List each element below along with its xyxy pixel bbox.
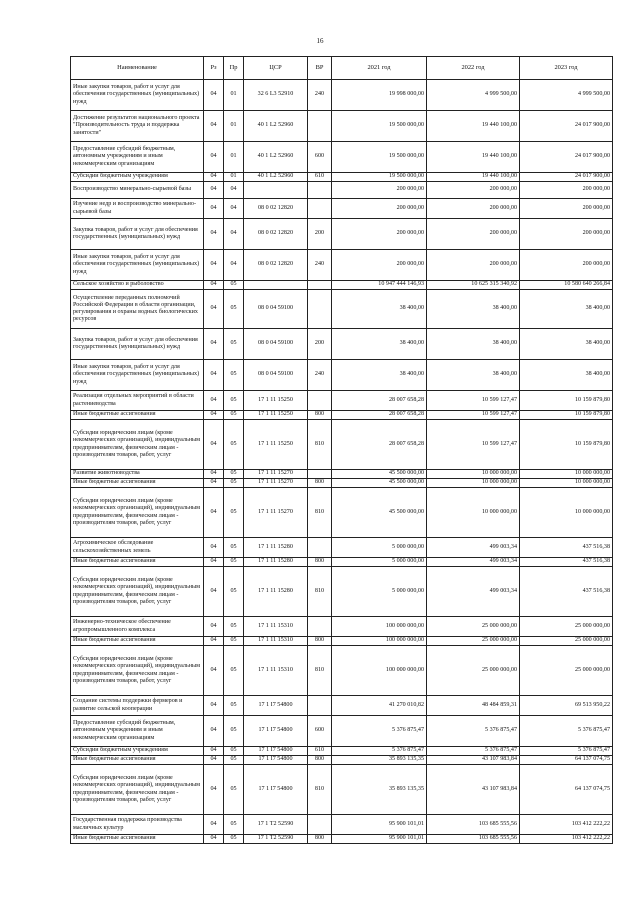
cell-2023: 64 137 074,75 — [520, 756, 613, 765]
cell-pr: 05 — [224, 360, 244, 391]
cell-vr: 240 — [308, 80, 332, 111]
cell-2023: 437 516,38 — [520, 558, 613, 567]
cell-rz: 04 — [204, 173, 224, 182]
cell-vr: 800 — [308, 756, 332, 765]
cell-rz: 04 — [204, 360, 224, 391]
cell-csr: 32 6 L3 52910 — [244, 80, 308, 111]
cell-name: Воспроизводство минерально-сырьевой базы — [71, 182, 204, 199]
cell-name: Государственная поддержка производства масличных культур — [71, 815, 204, 835]
cell-2021: 19 998 000,00 — [332, 80, 427, 111]
cell-vr: 810 — [308, 646, 332, 696]
cell-csr: 08 0 02 12820 — [244, 219, 308, 250]
cell-name: Субсидии юридическим лицам (кроме некоммерческих организаций), индивидуальным предпринимателям, физическим лицам - производителям товаров, работ, услуг — [71, 765, 204, 815]
cell-2022: 499 003,34 — [427, 558, 520, 567]
cell-csr: 40 1 L2 52960 — [244, 173, 308, 182]
cell-vr: 200 — [308, 219, 332, 250]
table-body — [71, 80, 613, 844]
cell-2021: 5 000 000,00 — [332, 538, 427, 558]
cell-csr: 17 1 11 15270 — [244, 479, 308, 488]
cell-rz: 04 — [204, 250, 224, 281]
cell-2021: 200 000,00 — [332, 182, 427, 199]
table-row — [71, 219, 613, 250]
budget-table — [70, 56, 613, 844]
cell-pr: 05 — [224, 281, 244, 290]
cell-2022: 38 400,00 — [427, 290, 520, 329]
cell-2023: 4 999 500,00 — [520, 80, 613, 111]
cell-2022: 43 107 983,84 — [427, 756, 520, 765]
cell-2022: 19 440 100,00 — [427, 142, 520, 173]
cell-2021: 28 007 658,28 — [332, 391, 427, 411]
table-row — [71, 756, 613, 765]
cell-name: Предоставление субсидий бюджетным, автономным учреждениям и иным некоммерческим организациям — [71, 716, 204, 747]
cell-name: Иные бюджетные ассигнования — [71, 756, 204, 765]
cell-pr: 05 — [224, 646, 244, 696]
cell-2021: 38 400,00 — [332, 360, 427, 391]
cell-csr: 08 0 04 59100 — [244, 360, 308, 391]
table-row — [71, 420, 613, 470]
cell-csr: 17 1 11 15310 — [244, 617, 308, 637]
cell-pr: 04 — [224, 250, 244, 281]
cell-name: Субсидии юридическим лицам (кроме некоммерческих организаций), индивидуальным предпринимателям, физическим лицам - производителям товаров, работ, услуг — [71, 567, 204, 617]
cell-name: Иные бюджетные ассигнования — [71, 558, 204, 567]
header-2023: 2023 год — [520, 57, 613, 80]
cell-rz: 04 — [204, 411, 224, 420]
cell-vr — [308, 281, 332, 290]
cell-vr — [308, 538, 332, 558]
cell-csr: 17 1 11 15310 — [244, 646, 308, 696]
header-vr: ВР — [308, 57, 332, 80]
cell-vr: 800 — [308, 558, 332, 567]
table-row — [71, 199, 613, 219]
table-row — [71, 815, 613, 835]
cell-csr: 17 1 T2 52590 — [244, 815, 308, 835]
table-row — [71, 281, 613, 290]
table-row — [71, 696, 613, 716]
table-row — [71, 765, 613, 815]
cell-2021: 45 500 000,00 — [332, 470, 427, 479]
cell-rz: 04 — [204, 80, 224, 111]
cell-2021: 100 000 000,00 — [332, 637, 427, 646]
cell-2022: 4 999 500,00 — [427, 80, 520, 111]
table-row — [71, 558, 613, 567]
cell-2022: 103 685 555,56 — [427, 815, 520, 835]
cell-name: Создание системы поддержки фермеров и развитие сельской кооперации — [71, 696, 204, 716]
cell-2023: 200 000,00 — [520, 219, 613, 250]
cell-2021: 45 500 000,00 — [332, 479, 427, 488]
cell-csr: 17 1 T2 52590 — [244, 835, 308, 844]
cell-2022: 200 000,00 — [427, 250, 520, 281]
cell-pr: 04 — [224, 219, 244, 250]
table-row — [71, 290, 613, 329]
cell-2023: 25 000 000,00 — [520, 646, 613, 696]
cell-name: Иные закупки товаров, работ и услуг для обеспечения государственных (муниципальных) нужд — [71, 360, 204, 391]
cell-rz: 04 — [204, 716, 224, 747]
table-row — [71, 617, 613, 637]
cell-2023: 10 000 000,00 — [520, 470, 613, 479]
cell-pr: 05 — [224, 420, 244, 470]
cell-csr: 17 1 11 15250 — [244, 391, 308, 411]
cell-name: Субсидии юридическим лицам (кроме некоммерческих организаций), индивидуальным предпринимателям, физическим лицам - производителям товаров, работ, услуг — [71, 420, 204, 470]
cell-rz: 04 — [204, 420, 224, 470]
header-rz: Рз — [204, 57, 224, 80]
cell-csr: 08 0 04 59100 — [244, 290, 308, 329]
cell-vr — [308, 815, 332, 835]
cell-2023: 24 017 900,00 — [520, 111, 613, 142]
cell-rz: 04 — [204, 479, 224, 488]
cell-rz: 04 — [204, 281, 224, 290]
cell-rz: 04 — [204, 111, 224, 142]
cell-pr: 04 — [224, 199, 244, 219]
cell-2021: 41 270 010,82 — [332, 696, 427, 716]
cell-2022: 48 484 859,31 — [427, 696, 520, 716]
cell-csr: 17 1 I7 54800 — [244, 756, 308, 765]
cell-vr: 200 — [308, 329, 332, 360]
cell-rz: 04 — [204, 290, 224, 329]
table-row — [71, 567, 613, 617]
table-row — [71, 835, 613, 844]
cell-rz: 04 — [204, 765, 224, 815]
cell-name: Иные бюджетные ассигнования — [71, 835, 204, 844]
cell-2022: 5 376 875,47 — [427, 747, 520, 756]
cell-2021: 19 500 000,00 — [332, 173, 427, 182]
cell-vr: 600 — [308, 716, 332, 747]
cell-2022: 10 599 127,47 — [427, 391, 520, 411]
cell-csr: 17 1 11 15310 — [244, 637, 308, 646]
table-row — [71, 479, 613, 488]
cell-rz: 04 — [204, 646, 224, 696]
cell-2021: 19 500 000,00 — [332, 142, 427, 173]
cell-2023: 38 400,00 — [520, 290, 613, 329]
cell-vr — [308, 182, 332, 199]
cell-2023: 38 400,00 — [520, 329, 613, 360]
cell-2023: 10 000 000,00 — [520, 479, 613, 488]
cell-vr: 240 — [308, 250, 332, 281]
cell-2021: 5 376 875,47 — [332, 747, 427, 756]
cell-2023: 103 412 222,22 — [520, 835, 613, 844]
cell-2023: 25 000 000,00 — [520, 637, 613, 646]
cell-pr: 01 — [224, 111, 244, 142]
cell-2023: 69 513 950,22 — [520, 696, 613, 716]
cell-name: Инженерно-техническое обеспечение агропромышленного комплекса — [71, 617, 204, 637]
cell-csr: 17 1 11 15250 — [244, 411, 308, 420]
table-row — [71, 637, 613, 646]
cell-vr: 800 — [308, 411, 332, 420]
cell-pr: 05 — [224, 696, 244, 716]
cell-csr: 08 0 02 12820 — [244, 199, 308, 219]
cell-vr — [308, 696, 332, 716]
cell-2021: 100 000 000,00 — [332, 617, 427, 637]
cell-pr: 01 — [224, 80, 244, 111]
cell-rz: 04 — [204, 815, 224, 835]
cell-pr: 01 — [224, 173, 244, 182]
cell-csr — [244, 281, 308, 290]
cell-pr: 05 — [224, 756, 244, 765]
cell-2022: 25 000 000,00 — [427, 617, 520, 637]
cell-2022: 10 599 127,47 — [427, 411, 520, 420]
header-2021: 2021 год — [332, 57, 427, 80]
cell-pr: 05 — [224, 479, 244, 488]
table-row — [71, 391, 613, 411]
cell-2023: 5 376 875,47 — [520, 747, 613, 756]
cell-vr: 800 — [308, 637, 332, 646]
cell-name: Иные бюджетные ассигнования — [71, 637, 204, 646]
header-pr: Пр — [224, 57, 244, 80]
table-row — [71, 646, 613, 696]
header-csr: ЦСР — [244, 57, 308, 80]
cell-2023: 64 137 074,75 — [520, 765, 613, 815]
cell-2021: 10 947 444 146,93 — [332, 281, 427, 290]
cell-2021: 28 007 658,28 — [332, 420, 427, 470]
cell-2022: 25 000 000,00 — [427, 637, 520, 646]
cell-pr: 05 — [224, 329, 244, 360]
cell-2021: 5 000 000,00 — [332, 567, 427, 617]
cell-name: Субсидии бюджетным учреждениям — [71, 747, 204, 756]
cell-rz: 04 — [204, 219, 224, 250]
cell-name: Достижение результатов национального проекта "Производительность труда и поддержка занятости" — [71, 111, 204, 142]
cell-vr: 600 — [308, 142, 332, 173]
cell-pr: 05 — [224, 765, 244, 815]
cell-2022: 499 003,34 — [427, 538, 520, 558]
cell-pr: 05 — [224, 747, 244, 756]
cell-pr: 05 — [224, 538, 244, 558]
cell-rz: 04 — [204, 567, 224, 617]
cell-2021: 95 900 101,01 — [332, 835, 427, 844]
cell-2021: 38 400,00 — [332, 329, 427, 360]
cell-rz: 04 — [204, 756, 224, 765]
cell-2021: 95 900 101,01 — [332, 815, 427, 835]
cell-2022: 5 376 875,47 — [427, 716, 520, 747]
cell-2022: 19 440 100,00 — [427, 111, 520, 142]
cell-pr: 05 — [224, 716, 244, 747]
cell-csr: 17 1 11 15280 — [244, 538, 308, 558]
table-row — [71, 538, 613, 558]
cell-2023: 24 017 900,00 — [520, 142, 613, 173]
cell-2023: 437 516,38 — [520, 567, 613, 617]
table-row — [71, 80, 613, 111]
cell-rz: 04 — [204, 182, 224, 199]
cell-2023: 25 000 000,00 — [520, 617, 613, 637]
cell-name: Субсидии юридическим лицам (кроме некоммерческих организаций), индивидуальным предпринимателям, физическим лицам - производителям товаров, работ, услуг — [71, 646, 204, 696]
table-row — [71, 716, 613, 747]
cell-pr: 05 — [224, 835, 244, 844]
cell-pr: 05 — [224, 637, 244, 646]
cell-2021: 35 893 135,35 — [332, 756, 427, 765]
header-2022: 2022 год — [427, 57, 520, 80]
cell-pr: 05 — [224, 488, 244, 538]
cell-vr: 800 — [308, 835, 332, 844]
table-row — [71, 329, 613, 360]
table-row — [71, 747, 613, 756]
cell-2022: 200 000,00 — [427, 199, 520, 219]
cell-pr: 04 — [224, 182, 244, 199]
table-header-row — [71, 57, 613, 80]
cell-vr: 800 — [308, 479, 332, 488]
cell-vr: 610 — [308, 747, 332, 756]
cell-2023: 10 000 000,00 — [520, 488, 613, 538]
cell-rz: 04 — [204, 617, 224, 637]
cell-name: Агрохимическое обследование сельскохозяйственных земель — [71, 538, 204, 558]
table-row — [71, 488, 613, 538]
cell-2022: 10 000 000,00 — [427, 488, 520, 538]
cell-pr: 05 — [224, 617, 244, 637]
table-row — [71, 470, 613, 479]
table-row — [71, 111, 613, 142]
cell-2021: 200 000,00 — [332, 250, 427, 281]
cell-rz: 04 — [204, 538, 224, 558]
cell-2023: 103 412 222,22 — [520, 815, 613, 835]
cell-vr — [308, 617, 332, 637]
cell-2023: 200 000,00 — [520, 250, 613, 281]
table-row — [71, 142, 613, 173]
cell-csr: 17 1 11 15280 — [244, 558, 308, 567]
cell-name: Закупка товаров, работ и услуг для обеспечения государственных (муниципальных) нужд — [71, 329, 204, 360]
cell-pr: 05 — [224, 558, 244, 567]
cell-vr — [308, 470, 332, 479]
cell-name: Сельское хозяйство и рыболовство — [71, 281, 204, 290]
cell-csr: 40 1 L2 52960 — [244, 111, 308, 142]
table-row — [71, 360, 613, 391]
cell-2022: 103 685 555,56 — [427, 835, 520, 844]
cell-rz: 04 — [204, 696, 224, 716]
cell-csr: 08 0 02 12820 — [244, 250, 308, 281]
cell-pr: 05 — [224, 470, 244, 479]
cell-vr — [308, 391, 332, 411]
cell-2022: 38 400,00 — [427, 360, 520, 391]
cell-rz: 04 — [204, 142, 224, 173]
table-row — [71, 411, 613, 420]
cell-name: Иные бюджетные ассигнования — [71, 479, 204, 488]
cell-rz: 04 — [204, 558, 224, 567]
cell-vr: 810 — [308, 488, 332, 538]
cell-2022: 10 000 000,00 — [427, 470, 520, 479]
cell-vr — [308, 111, 332, 142]
cell-csr: 17 1 I7 54800 — [244, 747, 308, 756]
cell-vr: 810 — [308, 420, 332, 470]
cell-2022: 25 000 000,00 — [427, 646, 520, 696]
cell-2021: 19 500 000,00 — [332, 111, 427, 142]
cell-2022: 200 000,00 — [427, 182, 520, 199]
cell-vr: 240 — [308, 360, 332, 391]
cell-name: Изучение недр и воспроизводство минерально-сырьевой базы — [71, 199, 204, 219]
cell-2023: 200 000,00 — [520, 199, 613, 219]
cell-2021: 35 893 135,35 — [332, 765, 427, 815]
cell-csr: 08 0 04 59100 — [244, 329, 308, 360]
cell-pr: 05 — [224, 815, 244, 835]
cell-rz: 04 — [204, 637, 224, 646]
cell-2023: 200 000,00 — [520, 182, 613, 199]
cell-2023: 24 017 900,00 — [520, 173, 613, 182]
cell-2023: 5 376 875,47 — [520, 716, 613, 747]
cell-rz: 04 — [204, 835, 224, 844]
cell-2021: 38 400,00 — [332, 290, 427, 329]
cell-2021: 5 376 875,47 — [332, 716, 427, 747]
cell-2023: 10 159 879,80 — [520, 411, 613, 420]
cell-pr: 01 — [224, 142, 244, 173]
cell-pr: 05 — [224, 391, 244, 411]
cell-name: Развитие животноводства — [71, 470, 204, 479]
page-number: 16 — [316, 37, 324, 45]
cell-2023: 10 580 640 266,84 — [520, 281, 613, 290]
cell-2023: 38 400,00 — [520, 360, 613, 391]
cell-vr: 610 — [308, 173, 332, 182]
cell-2022: 19 440 100,00 — [427, 173, 520, 182]
cell-name: Иные бюджетные ассигнования — [71, 411, 204, 420]
cell-pr: 05 — [224, 290, 244, 329]
cell-csr: 17 1 11 15250 — [244, 420, 308, 470]
cell-2021: 45 500 000,00 — [332, 488, 427, 538]
cell-2022: 499 003,34 — [427, 567, 520, 617]
cell-rz: 04 — [204, 488, 224, 538]
cell-vr: 810 — [308, 765, 332, 815]
cell-csr: 17 1 11 15280 — [244, 567, 308, 617]
cell-csr: 17 1 11 15270 — [244, 488, 308, 538]
cell-vr: 810 — [308, 567, 332, 617]
cell-csr: 17 1 I7 54800 — [244, 765, 308, 815]
cell-csr: 17 1 I7 54800 — [244, 696, 308, 716]
cell-rz: 04 — [204, 199, 224, 219]
cell-2023: 10 159 879,80 — [520, 420, 613, 470]
cell-name: Иные закупки товаров, работ и услуг для обеспечения государственных (муниципальных) нужд — [71, 250, 204, 281]
cell-rz: 04 — [204, 747, 224, 756]
cell-2022: 10 599 127,47 — [427, 420, 520, 470]
cell-2022: 200 000,00 — [427, 219, 520, 250]
cell-rz: 04 — [204, 470, 224, 479]
cell-2021: 5 000 000,00 — [332, 558, 427, 567]
cell-pr: 05 — [224, 411, 244, 420]
cell-2022: 43 107 983,84 — [427, 765, 520, 815]
cell-2022: 10 000 000,00 — [427, 479, 520, 488]
cell-name: Иные закупки товаров, работ и услуг для обеспечения государственных (муниципальных) нужд — [71, 80, 204, 111]
cell-csr: 17 1 11 15270 — [244, 470, 308, 479]
cell-name: Реализация отдельных мероприятий в области растениеводства — [71, 391, 204, 411]
cell-2022: 10 625 315 340,92 — [427, 281, 520, 290]
cell-2021: 200 000,00 — [332, 199, 427, 219]
cell-2021: 200 000,00 — [332, 219, 427, 250]
cell-name: Субсидии бюджетным учреждениям — [71, 173, 204, 182]
table-row — [71, 250, 613, 281]
header-name: Наименование — [71, 57, 204, 80]
cell-csr — [244, 182, 308, 199]
cell-2021: 100 000 000,00 — [332, 646, 427, 696]
cell-csr: 17 1 I7 54800 — [244, 716, 308, 747]
cell-2022: 38 400,00 — [427, 329, 520, 360]
cell-rz: 04 — [204, 391, 224, 411]
cell-2023: 437 516,38 — [520, 538, 613, 558]
table-row — [71, 182, 613, 199]
cell-name: Закупка товаров, работ и услуг для обеспечения государственных (муниципальных) нужд — [71, 219, 204, 250]
cell-rz: 04 — [204, 329, 224, 360]
cell-name: Осуществление переданных полномочий Российской Федерации в области организации, регулирования и охраны водных биологических ресурсов — [71, 290, 204, 329]
cell-vr — [308, 199, 332, 219]
cell-vr — [308, 290, 332, 329]
cell-name: Предоставление субсидий бюджетным, автономным учреждениям и иным некоммерческим организациям — [71, 142, 204, 173]
table-row — [71, 173, 613, 182]
cell-2021: 28 007 658,28 — [332, 411, 427, 420]
cell-name: Субсидии юридическим лицам (кроме некоммерческих организаций), индивидуальным предпринимателям, физическим лицам - производителям товаров, работ, услуг — [71, 488, 204, 538]
cell-pr: 05 — [224, 567, 244, 617]
cell-2023: 10 159 879,80 — [520, 391, 613, 411]
cell-csr: 40 1 L2 52960 — [244, 142, 308, 173]
